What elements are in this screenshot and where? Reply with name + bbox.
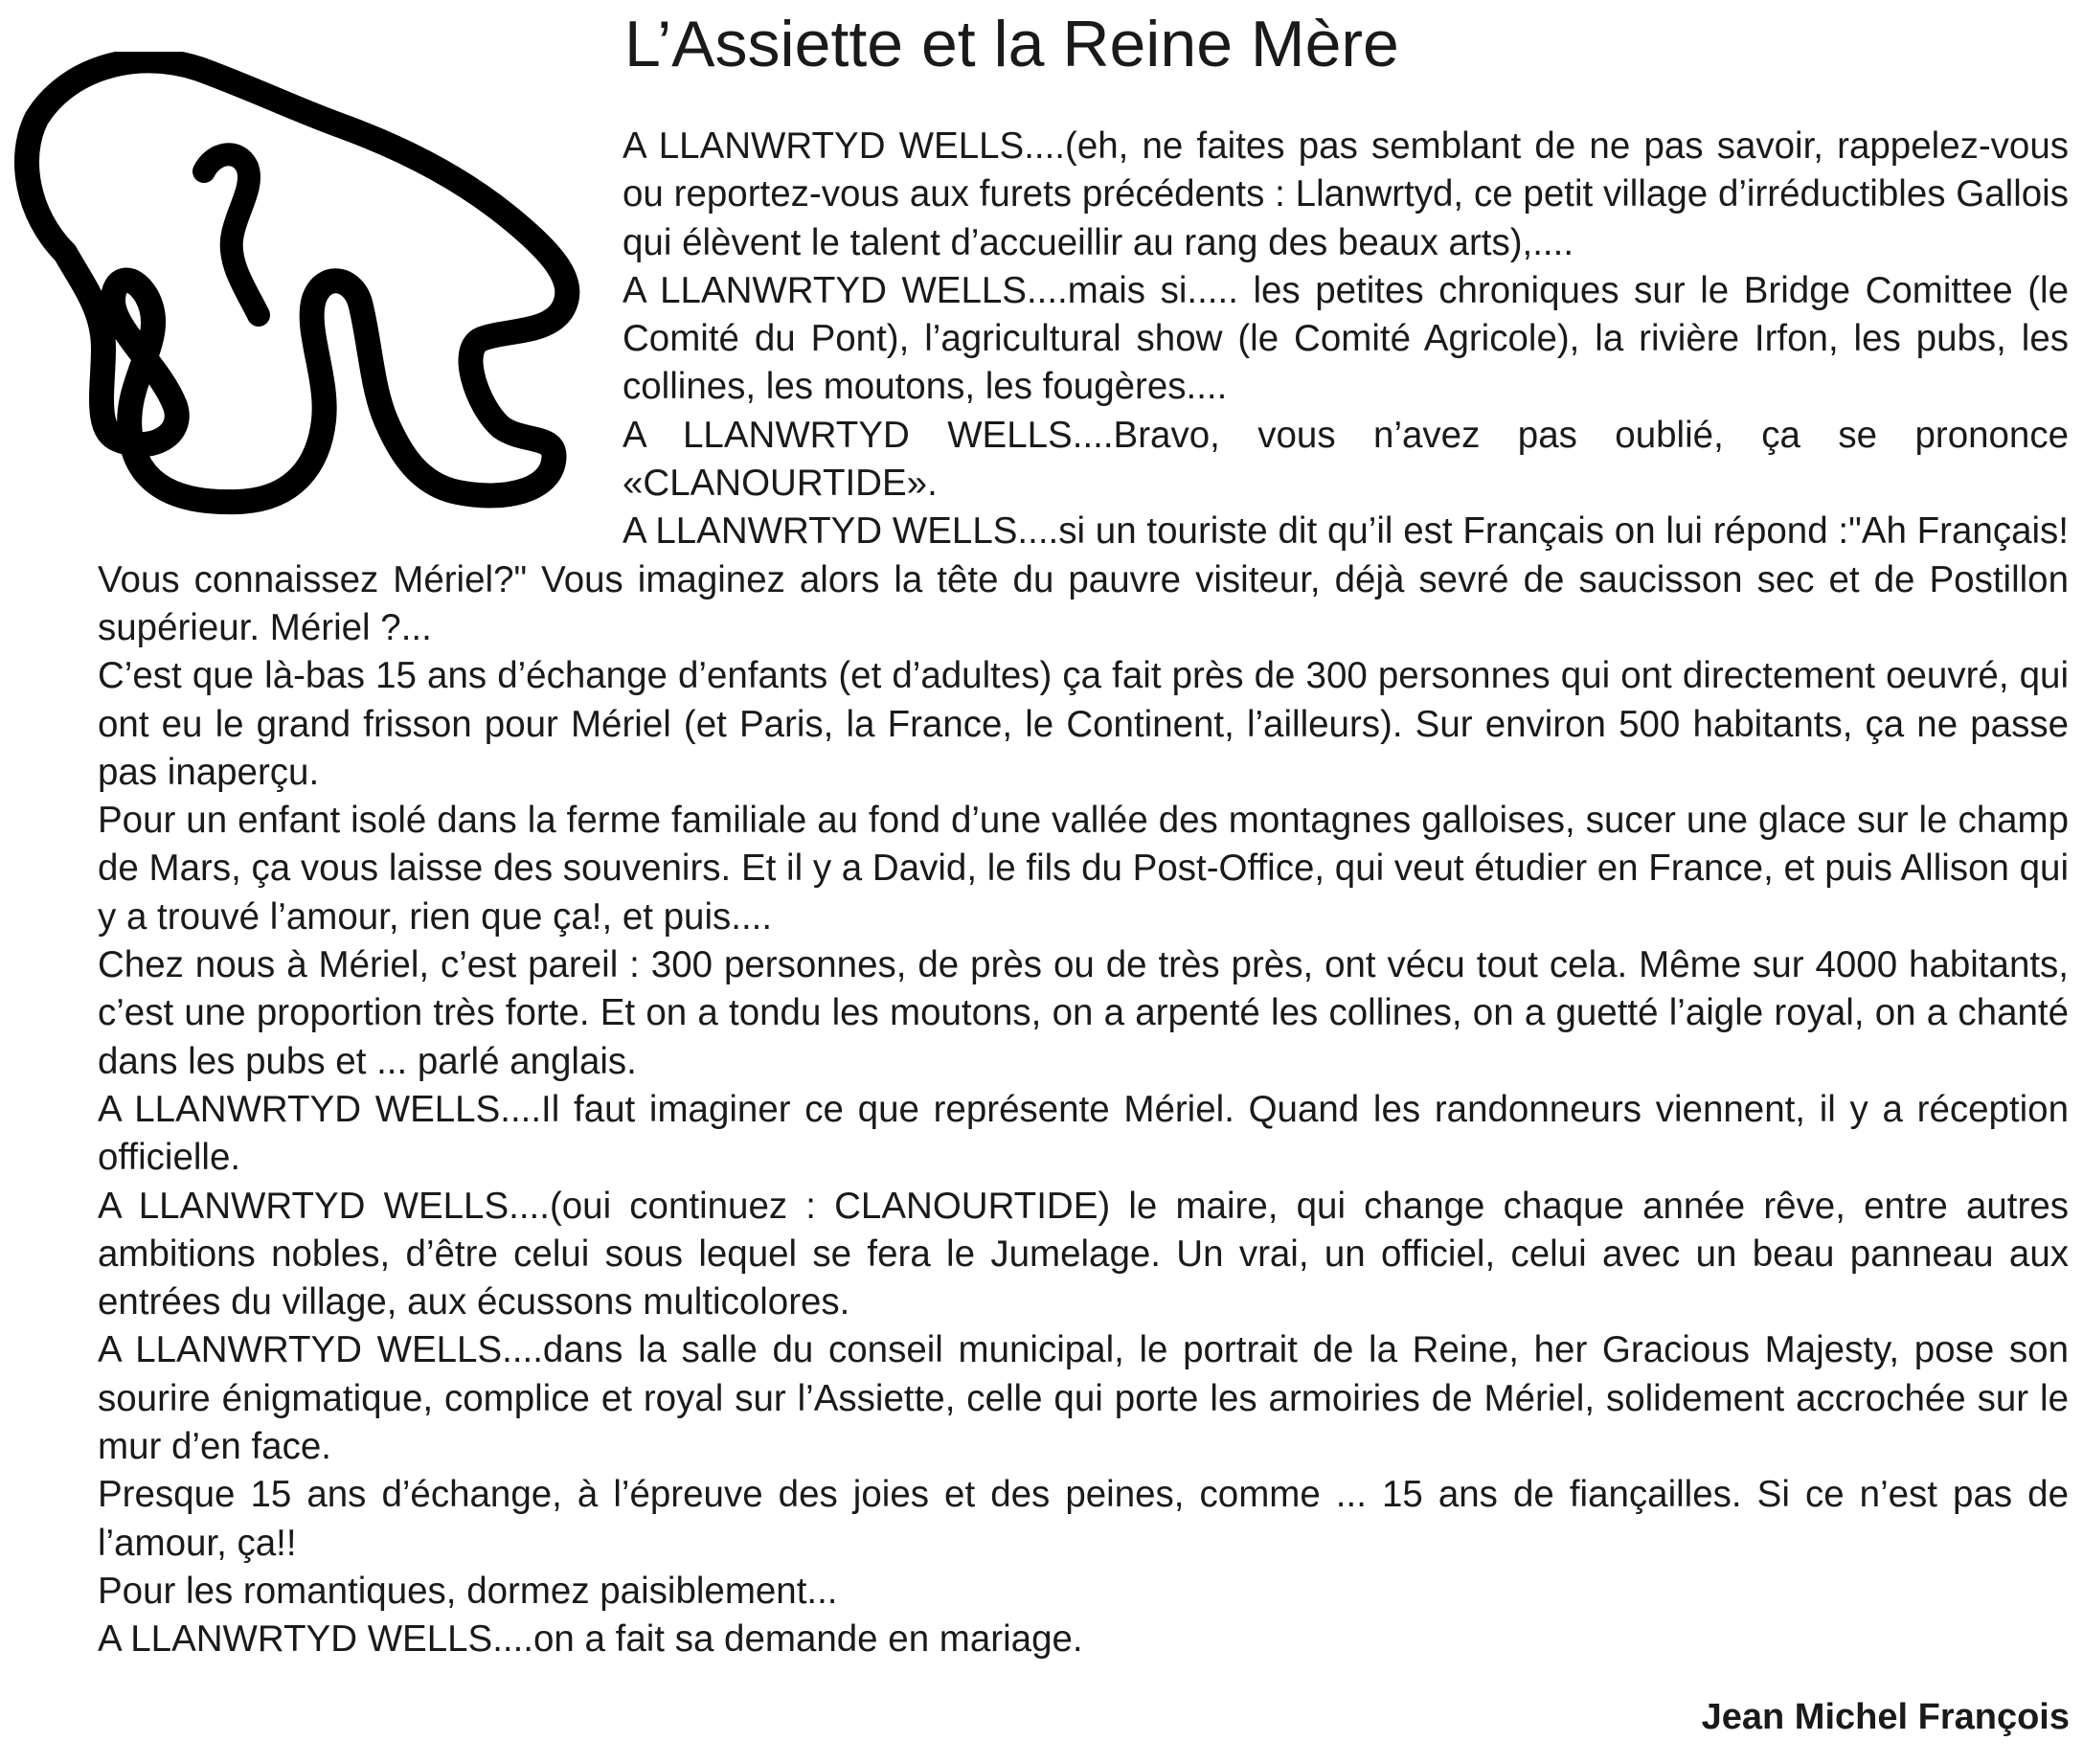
paragraph: C’est que là-bas 15 ans d’échange d’enfants (et d’adultes) ça fait près de 300 personnes qui ont directement oeuvré, qui ont eu le grand frisson pour Mériel (et Paris, la France, le Continent, l’ailleurs). Sur environ 500 habitants, ça ne passe pas inaperçu.: [98, 655, 2069, 793]
article-title: L’Assiette et la Reine Mère: [624, 8, 1399, 80]
paragraph: Pour un enfant isolé dans la ferme familiale au fond d’une vallée des montagnes galloises, sucer une glace sur le champ de Mars, ça vous laisse des souvenirs. Et il y a David, le fils du Post-Office, qui veut étudier en France, et puis Allison qui y a trouvé l’amour, rien que ça!, et puis....: [98, 800, 2069, 938]
paragraph: Presque 15 ans d’échange, à l’épreuve des joies et des peines, comme ... 15 ans de fiançailles. Si ce n’est pas de l’amour, ça!!: [98, 1474, 2069, 1564]
paragraph: A LLANWRTYD WELLS....mais si..... les petites chroniques sur le Bridge Comittee (le Comité du Pont), l’agricultural show (le Comité Agricole), la rivière Irfon, les pubs, les collines, les moutons, les fougères....: [623, 269, 2069, 408]
paragraph: A LLANWRTYD WELLS....Il faut imaginer ce que représente Mériel. Quand les randonneurs viennent, il y a réception officielle.: [98, 1088, 2069, 1179]
paragraph: A LLANWRTYD WELLS....(eh, ne faites pas semblant de ne pas savoir, rappelez-vous ou reportez-vous aux furets précédents : Llanwrtyd, ce petit village d’irréductibles Gallois qui élèvent le talent d’accueillir au rang des beaux arts),....: [623, 125, 2069, 263]
paragraph: A LLANWRTYD WELLS....on a fait sa demande en mariage.: [98, 1618, 1083, 1661]
paragraph: A LLANWRTYD WELLS....dans la salle du conseil municipal, le portrait de la Reine, her Gracious Majesty, pose son sourire énigmatique, complice et royal sur l’Assiette, celle qui porte les armoiries de Mériel, solidement accrochée sur le mur d’en face.: [98, 1329, 2069, 1468]
author-signature: Jean Michel François: [1701, 1697, 2070, 1737]
paragraph: A LLANWRTYD WELLS....Bravo, vous n’avez pas oublié, ça se prononce «CLANOURTIDE».: [623, 414, 2069, 505]
article-body: [98, 123, 2069, 1664]
paragraph: Pour les romantiques, dormez paisiblement...: [98, 1570, 838, 1612]
paragraph: A LLANWRTYD WELLS....(oui continuez : CLANOURTIDE) le maire, qui change chaque année rêve, entre autres ambitions nobles, d’être celui sous lequel se fera le Jumelage. Un vrai, un officiel, celui avec un beau panneau aux entrées du village, aux écussons multicolores.: [98, 1185, 2069, 1323]
paragraph: Chez nous à Mériel, c’est pareil : 300 personnes, de près ou de très près, ont vécu tout cela. Même sur 4000 habitants, c’est une proportion très forte. Et on a tondu les moutons, on a arpenté les collines, on a guetté l’aigle royal, on a chanté dans les pubs et ... parlé anglais.: [98, 944, 2069, 1082]
logo-wrap-spacer: [98, 123, 623, 525]
paragraph: A LLANWRTYD WELLS....si un touriste dit qu’il est Français on lui répond :"Ah Français! Vous connaissez Mériel?" Vous imaginez alors la tête du pauvre visiteur, déjà sevré de saucisson sec et de Postillon supérieur. Mériel ?...: [98, 510, 2069, 648]
